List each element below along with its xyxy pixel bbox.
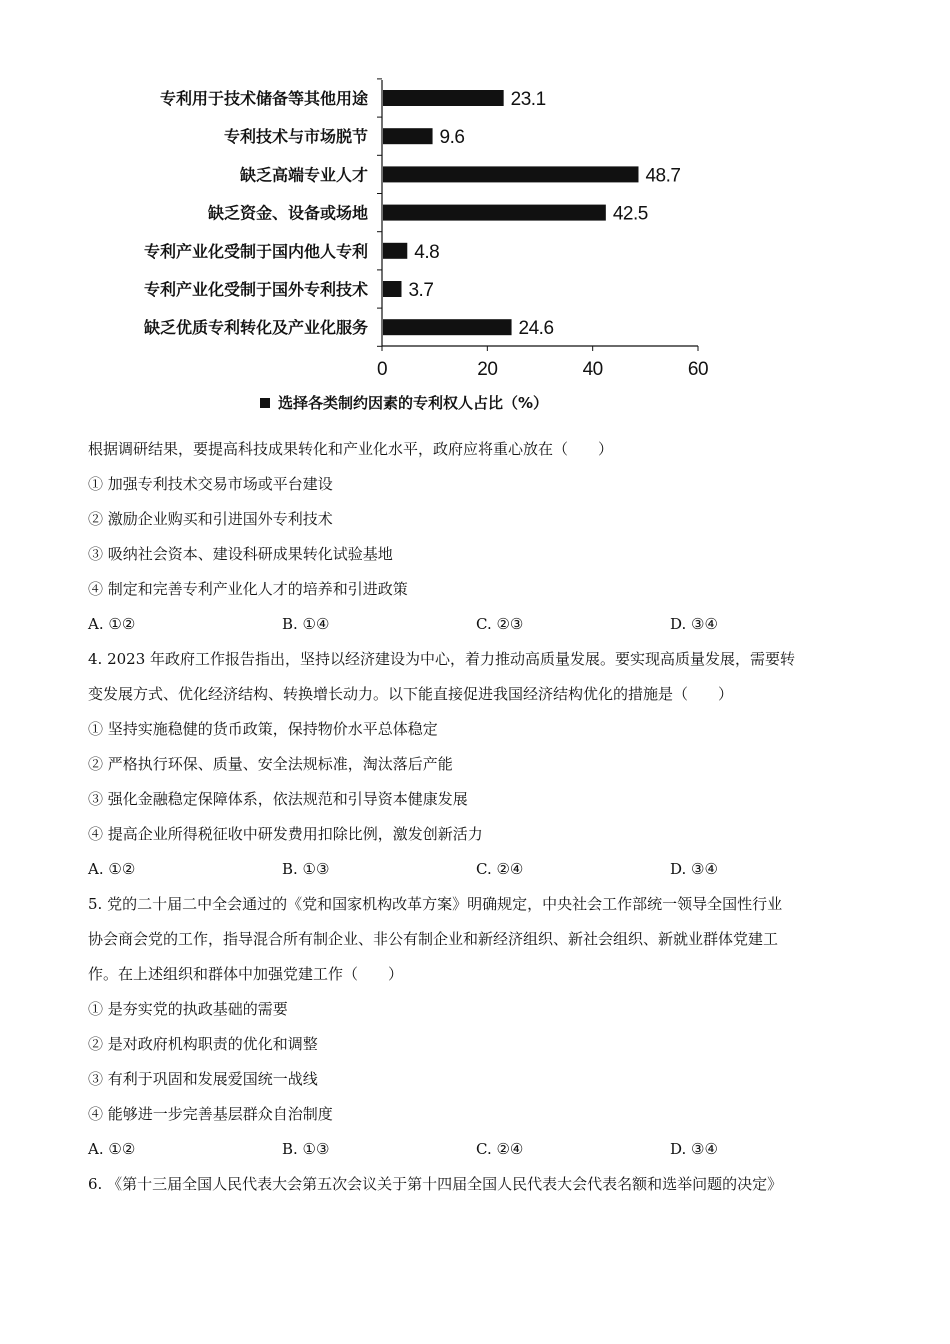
value-label: 24.6 xyxy=(518,318,554,340)
value-label: 9.6 xyxy=(439,127,465,149)
category-label: 缺乏优质专利转化及产业化服务 xyxy=(143,318,368,338)
q5-choice-b: B. ①③ xyxy=(282,1140,330,1158)
q4-option-2: ② 严格执行环保、质量、安全法规标准，淘汰落后产能 xyxy=(88,755,453,773)
q5-option-4: ④ 能够进一步完善基层群众自治制度 xyxy=(88,1105,333,1123)
q3-choices xyxy=(88,607,878,642)
bar xyxy=(383,128,433,144)
q5-stem-line-3: 作。在上述组织和群体中加强党建工作（ ） xyxy=(88,965,404,983)
x-tick-label: 0 xyxy=(376,359,388,380)
legend-label: 选择各类制约因素的专利权人占比（%） xyxy=(278,394,549,412)
legend-square-icon xyxy=(260,398,270,408)
q5-option-3: ③ 有利于巩固和发展爱国统一战线 xyxy=(88,1070,318,1088)
q5-choice-d: D. ③④ xyxy=(670,1140,718,1158)
q5-stem-line-2: 协会商会党的工作，指导混合所有制企业、非公有制企业和新经济组织、新社会组织、新就业群体党建工 xyxy=(88,930,779,948)
bar xyxy=(383,319,512,335)
x-tick-label: 60 xyxy=(687,359,709,380)
q4-choice-d: D. ③④ xyxy=(670,860,718,878)
q3-choice-a: A. ①② xyxy=(88,615,136,633)
q5-choice-c: C. ②④ xyxy=(476,1140,524,1158)
category-label: 专利产业化受制于国外专利技术 xyxy=(143,280,368,299)
category-label: 缺乏资金、设备或场地 xyxy=(207,203,368,223)
q4-choice-c: C. ②④ xyxy=(476,860,524,878)
q4-choices xyxy=(88,852,878,887)
value-label: 48.7 xyxy=(645,165,681,187)
q5-option-2: ② 是对政府机构职责的优化和调整 xyxy=(88,1035,318,1053)
x-tick-label: 40 xyxy=(582,359,603,380)
bar xyxy=(383,281,401,297)
chart-legend xyxy=(260,392,548,413)
q3-choice-d: D. ③④ xyxy=(670,615,718,633)
q5-choices xyxy=(88,1132,878,1167)
q3-option-3: ③ 吸纳社会资本、建设科研成果转化试验基地 xyxy=(88,545,393,563)
value-label: 23.1 xyxy=(510,89,546,110)
value-label: 4.8 xyxy=(414,241,440,263)
value-label: 3.7 xyxy=(408,280,434,301)
bar-chart xyxy=(0,0,950,392)
q3-choice-c: C. ②③ xyxy=(476,615,524,633)
q3-option-4: ④ 制定和完善专利产业化人才的培养和引进政策 xyxy=(88,580,408,598)
q4-option-3: ③ 强化金融稳定保障体系，依法规范和引导资本健康发展 xyxy=(88,790,468,808)
q3-option-2: ② 激励企业购买和引进国外专利技术 xyxy=(88,510,333,528)
x-tick-label: 20 xyxy=(477,359,498,380)
category-label: 专利产业化受制于国内他人专利 xyxy=(143,241,368,261)
bars-group xyxy=(144,89,680,339)
value-label: 42.5 xyxy=(612,203,648,225)
bar xyxy=(383,205,606,221)
q3-choice-b: B. ①④ xyxy=(282,615,330,633)
q3-stem: 根据调研结果，要提高科技成果转化和产业化水平，政府应将重心放在（ ） xyxy=(88,440,614,458)
bar xyxy=(383,90,504,106)
bar xyxy=(383,166,638,182)
q4-choice-a: A. ①② xyxy=(88,860,136,878)
q4-option-1: ① 坚持实施稳健的货币政策，保持物价水平总体稳定 xyxy=(88,720,438,738)
q3-option-1: ① 加强专利技术交易市场或平台建设 xyxy=(88,475,333,493)
q5-stem-line-1: 5. 党的二十届二中全会通过的《党和国家机构改革方案》明确规定，中央社会工作部统一领导全国性行业 xyxy=(88,895,783,913)
q4-option-4: ④ 提高企业所得税征收中研发费用扣除比例，激发创新活力 xyxy=(88,825,483,843)
category-label: 缺乏高端专业人才 xyxy=(239,165,368,185)
q4-stem-line-2: 变发展方式、优化经济结构、转换增长动力。以下能直接促进我国经济结构优化的措施是（ ） xyxy=(88,685,734,703)
q5-choice-a: A. ①② xyxy=(88,1140,136,1158)
q4-choice-b: B. ①③ xyxy=(282,860,330,878)
bar xyxy=(383,243,407,259)
q6-stem-line-1: 6. 《第十三届全国人民代表大会第五次会议关于第十四届全国人民代表大会代表名额和选举问题的决定》 xyxy=(88,1175,783,1193)
category-label: 专利用于技术储备等其他用途 xyxy=(159,89,368,108)
q5-option-1: ① 是夯实党的执政基础的需要 xyxy=(88,1000,288,1018)
category-label: 专利技术与市场脱节 xyxy=(223,127,368,147)
question-text xyxy=(88,432,878,1202)
q4-stem-line-1: 4. 2023 年政府工作报告指出，坚持以经济建设为中心，着力推动高质量发展。要实现高质量发展，需要转 xyxy=(88,650,796,668)
